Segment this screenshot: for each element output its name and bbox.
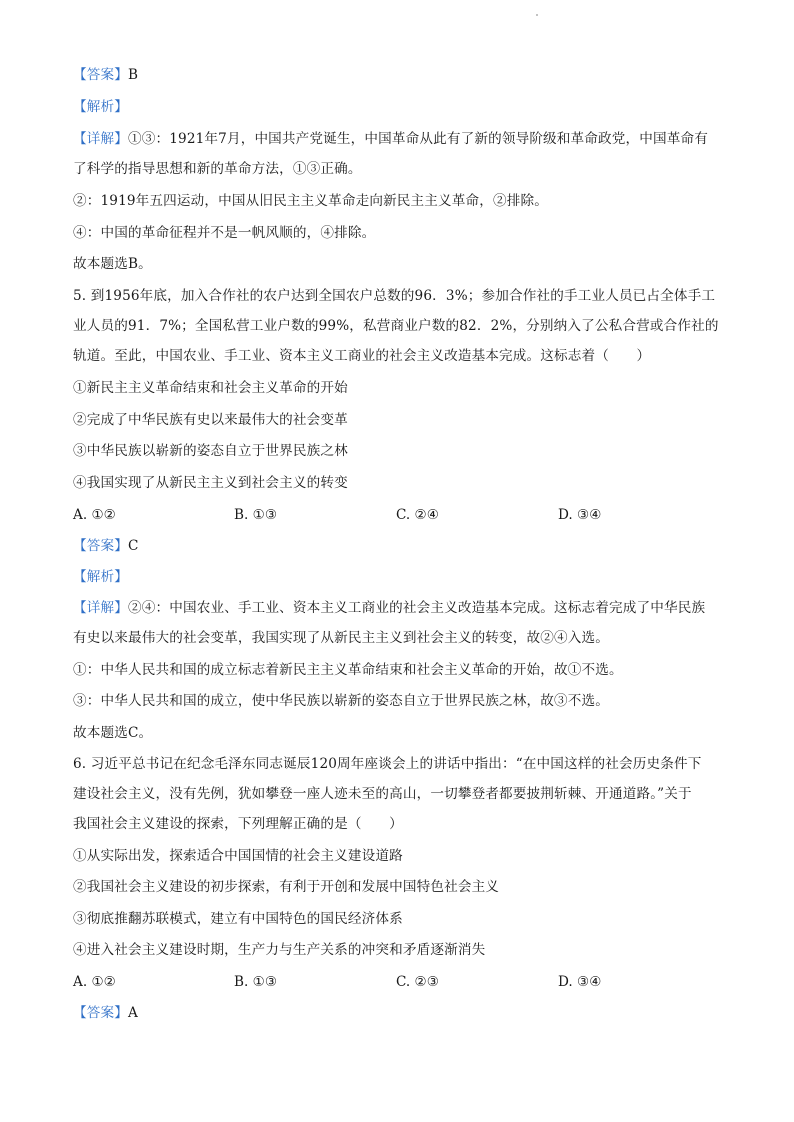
q5-detail-line2: 有史以来最伟大的社会变革，我国实现了从新民主主义到社会主义的转变，故②④入选。 bbox=[73, 630, 610, 646]
q5-note1: ①：中华人民共和国的成立标志着新民主主义革命结束和社会主义革命的开始，故①不选。 bbox=[73, 662, 623, 678]
q4-detail-line1 bbox=[73, 129, 708, 149]
analysis-tag: 【解析】 bbox=[73, 99, 128, 115]
q6-item1: ①从实际出发，探索适合中国国情的社会主义建设道路 bbox=[73, 848, 403, 864]
q6-item3: ③彻底推翻苏联模式，建立有中国特色的国民经济体系 bbox=[73, 911, 403, 927]
answer-tag: 【答案】 bbox=[73, 67, 128, 83]
q5-stem-line1: 5. 到1956年底，加入合作社的农户达到全国农户总数的96．3%；参加合作社的手工业人员已占全体手工 bbox=[73, 288, 716, 304]
q6-option-b: B. ①③ bbox=[234, 974, 278, 990]
q5-option-a: A. ①② bbox=[73, 507, 116, 523]
q5-option-c: C. ②④ bbox=[396, 507, 439, 523]
q6-answer-line bbox=[73, 1003, 138, 1023]
q5-conclusion: 故本题选C。 bbox=[73, 725, 153, 741]
q6-stem-line3: 我国社会主义建设的探索，下列理解正确的是（ ） bbox=[73, 816, 403, 832]
q4-detail-line2: 了科学的指导思想和新的革命方法，①③正确。 bbox=[73, 161, 362, 177]
q6-stem-line2: 建设社会主义，没有先例，犹如攀登一座人迹未至的高山，一切攀登者都要披荆斩棘、开通道路。”关于 bbox=[73, 786, 692, 802]
q6-option-d: D. ③④ bbox=[558, 974, 602, 990]
answer-value: A bbox=[127, 1005, 138, 1021]
answer-tag: 【答案】 bbox=[73, 1005, 128, 1021]
q6-option-a: A. ①② bbox=[73, 974, 116, 990]
answer-value: B bbox=[127, 67, 139, 83]
analysis-tag: 【解析】 bbox=[73, 569, 128, 585]
q4-conclusion: 故本题选B。 bbox=[73, 256, 152, 272]
q5-answer-line bbox=[73, 536, 139, 556]
q6-item4: ④进入社会主义建设时期，生产力与生产关系的冲突和矛盾逐渐消失 bbox=[73, 942, 486, 958]
q5-item3: ③中华民族以崭新的姿态自立于世界民族之林 bbox=[73, 443, 348, 459]
q4-note2: ②：1919年五四运动，中国从旧民主主义革命走向新民主主义革命，②排除。 bbox=[73, 193, 548, 209]
q4-note4: ④：中国的革命征程并不是一帆风顺的，④排除。 bbox=[73, 225, 376, 241]
answer-tag: 【答案】 bbox=[73, 538, 128, 554]
q5-note3: ③：中华人民共和国的成立，使中华民族以崭新的姿态自立于世界民族之林，故③不选。 bbox=[73, 693, 610, 709]
scan-dot bbox=[536, 14, 538, 16]
detail-text: ②④：中国农业、手工业、资本主义工商业的社会主义改造基本完成。这标志着完成了中华民族 bbox=[127, 600, 706, 616]
detail-tag: 【详解】 bbox=[73, 600, 128, 616]
q5-analysis-tag bbox=[73, 567, 128, 587]
q5-option-d: D. ③④ bbox=[558, 507, 602, 523]
q5-item4: ④我国实现了从新民主主义到社会主义的转变 bbox=[73, 475, 348, 491]
q5-detail-line1 bbox=[73, 598, 705, 618]
detail-text: ①③：1921年7月，中国共产党诞生，中国革命从此有了新的领导阶级和革命政党，中国革命有 bbox=[127, 131, 708, 147]
answer-value: C bbox=[127, 538, 139, 554]
q4-analysis-tag bbox=[73, 97, 128, 117]
q6-stem-line1: 6. 习近平总书记在纪念毛泽东同志诞辰120周年座谈会上的讲话中指出：“在中国这样的社会历史条件下 bbox=[73, 756, 702, 772]
q4-answer-line bbox=[73, 65, 138, 85]
q5-item2: ②完成了中华民族有史以来最伟大的社会变革 bbox=[73, 412, 348, 428]
q6-option-c: C. ②③ bbox=[396, 974, 439, 990]
q5-stem-line3: 轨道。至此，中国农业、手工业、资本主义工商业的社会主义改造基本完成。这标志着（ ） bbox=[73, 348, 651, 364]
q5-item1: ①新民主主义革命结束和社会主义革命的开始 bbox=[73, 380, 348, 396]
q5-stem-line2: 业人员的91．7%；全国私营工业户数的99%，私营商业户数的82．2%，分别纳入了公私合营或合作社的 bbox=[73, 318, 719, 334]
q5-option-b: B. ①③ bbox=[234, 507, 278, 523]
detail-tag: 【详解】 bbox=[73, 131, 128, 147]
q6-item2: ②我国社会主义建设的初步探索，有利于开创和发展中国特色社会主义 bbox=[73, 879, 500, 895]
